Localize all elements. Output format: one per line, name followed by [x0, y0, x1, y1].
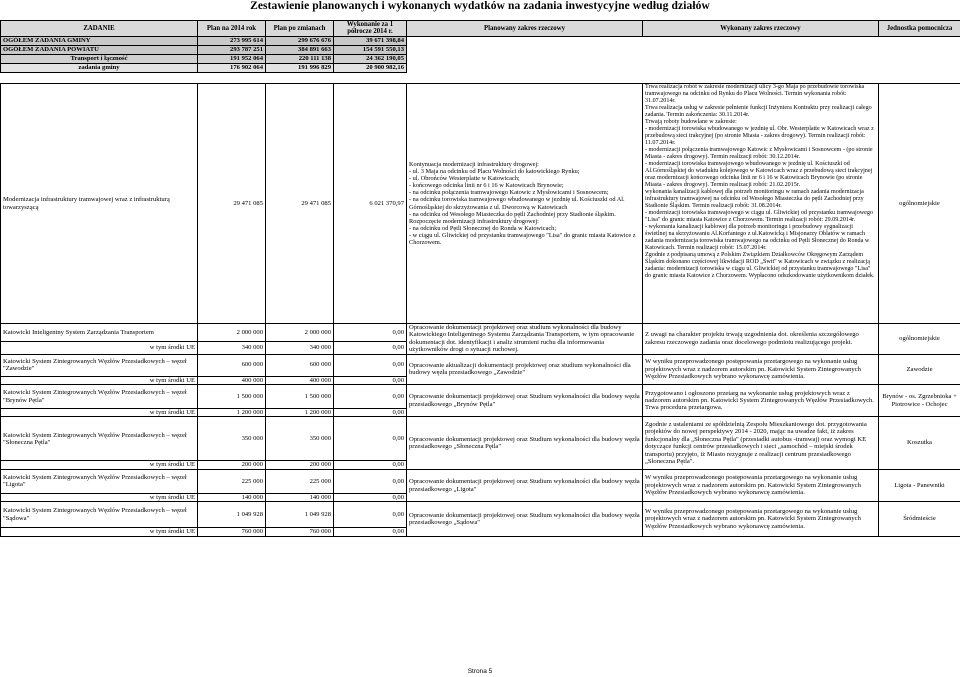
task-plan: 600 000 [198, 354, 266, 376]
page-number: Strona 5 [467, 668, 493, 675]
summary-wyk: 20 900 982,16 [334, 64, 407, 73]
task-wyk: 0,00 [334, 354, 407, 376]
ue-label: w tym środki UE [1, 528, 198, 536]
table-row [1, 469, 960, 493]
ue-plan: 760 000 [198, 528, 266, 536]
summary-row [1, 37, 960, 46]
expenditure-table [0, 20, 960, 537]
summary-row [1, 64, 960, 73]
ue-wyk: 0,00 [334, 409, 407, 417]
task-wykonany: W wyniku przeprowadzonego postępowania przetargowego na wykonanie usług projektowych wraz z nadzorem autorskim pn. Katowicki System Zintegrowanych Węzłów Przesiadkowych wybrano wykonawcę zamówienia. [643, 469, 879, 501]
table-row [1, 502, 960, 528]
task-wyk: 0,00 [334, 385, 407, 409]
task-name: Katowicki System Zintegrowanych Węzłów Przesiadkowych – węzeł "Słoneczna Pętla" [1, 417, 198, 461]
task-planzm: 2 000 000 [266, 324, 334, 342]
page-title: Zestawienie planowanych i wykonanych wydatków na zadania inwestycyjne według działów [250, 0, 710, 12]
task-wykonany: W wyniku przeprowadzonego postępowania przetargowego na wykonanie usług projektowych wraz z nadzorem autorskim pn. Katowicki System Zintegrowanych Węzłów Przesiadkowych wybrano wykonawcę zamówienia. [643, 354, 879, 384]
ue-label: w tym środki UE [1, 376, 198, 384]
task-wykonany: Zgodnie z ustaleniami ze spółdzielnią Zespołu Mieszkaniowego dot. przygotowania projektów do nowej perspektywy 2014 - 2020, mając na uwadze fakt, iż zakres funkcjonalny dla „Słoneczna Pętla" (przesiadki autobus -tramwaj) oraz wymogi KE dotyczące funkcji centrów przesiadkowych i sieci „samochód – miejski środek transportu) przyjęto, iż Miasto rezygnuje z realizacji centrum przesiadkowego „Słoneczna Pętla". [643, 417, 879, 469]
summary-row [1, 46, 960, 55]
ue-plan: 200 000 [198, 461, 266, 469]
task-plan: 29 471 085 [198, 84, 266, 324]
table-row [1, 385, 960, 409]
task-wykonany: Trwa realizacja robót w zakresie modernizacji ulicy 3-go Maja po przebudowie torowiska tramwajowego na odcinku od Rynku do Placu Wolności. Termin wykonania robót: 31.07.2014r. Trwa realizacja usług w zakresie pełnienie funkcji Inżyniera Kontraktu przy realizacji całego zadania. Termin zakończenia: 30.11.2014r. Trwają roboty budowlane w zakresie: - modernizacji torowiska wbudowanego w jezdnię ul. Obr. Westerplatte w Katowicach wraz z przebudową sieci trakcyjnej (po stronie Miasta - zakres drogowy). Termin realizacji robót: 11.07.2014r. - modernizacji połączenia tramwajowego Katowic z Mysłowicami i Sosnowcem - (po stronie Miasta - zakres drogowy). Termin realizacji robót: 30.12.2014r. - modernizacji torowiska tramwajowego wbudowanego w jezdnię ul. Kościuszki od Al.Górnośląskiej do wiaduktu kolejowego w Katowicach wraz z przebudową sieci trakcyjnej oraz modernizacji końcowego odcinka linii nr 6 i 16 w Katowicach Brynowie (po stronie Miasta - zakres drogowy). Termin realizacji robót: 21.02.2015r. wykonania kanalizacji kablowej dla potrzeb monitoringu w ramach zadania modernizacja infrastruktury tramwajowej na odcinku od Wesołego Miasteczka do pętli Zachodniej przy Stadionie Śląskim. Termin realizacji robót: 31.08.2014r. - modernizacji torowiska tramwajowego w ciągu ul. Gliwickiej od przystanku tramwajowego "Lisa" do granic miasta Katowice z Chorzowem. Termin realizacji robót: 29.09.2014r. - wykonania kanalizacji kablowej dla potrzeb monitoringu i przebudowy sygnalizacji świetlnej na skrzyżowaniu Al.Korfantego z ul.Katowicką i Misjonarzy Oblatów w ramach zadania modernizacja torowiska tramwajowego na odcinku od Pętli Słonecznej do Ronda w Katowicach. Termin realizacji robót: 15.07.2014r. Zgodnie z podpisaną umową z Polskim Związkiem Działkowców Okręgowym Zarządem Śląskim dokonano częściowej likwidacji ROD „Świt" w Katowicach w związku z realizacją zadania: modernizacji torowiska w ciągu ul. Gliwickiej od przystanku tramwajowego "Lisa" do granic miasta Katowice z Chorzowem. Wypłacono odszkodowanie użytkownikom działek. [643, 84, 879, 324]
ue-wyk: 0,00 [334, 376, 407, 384]
summary-wyk: 154 591 550,13 [334, 46, 407, 55]
task-jednostka: Brynów - os. Zgrzebnioka + Piotrowice - Ochojec [879, 385, 960, 417]
ue-planzm: 760 000 [266, 528, 334, 536]
task-wykonany: W wyniku przeprowadzonego postępowania przetargowego na wykonanie usług projektowych wraz z nadzorem autorskim pn. Katowicki System Zintegrowanych Węzłów Przesiadkowych wybrano wykonawcę zamówienia. [643, 502, 879, 536]
summary-plan: 176 902 064 [198, 64, 266, 73]
task-jednostka: Zawodzie [879, 354, 960, 384]
task-planowany: Kontynuacja modernizacji infrastruktury drogowej: - ul. 3 Maja na odcinku od Placu Wolności do katowickiego Rynku; - ul. Obrońców Westerplatte w Katowicach; - końcowego odcinka linii nr 6 i 16 w Katowicach Brynowie; - na odcinku połączenia tramwajowego Katowic z Mysłowicami i Sosnowcem; - na odcinku torowiska tramwajowego wbudowanego w jezdnię ul. Kościuszki od Al. Górnośląskiej do skrzyżowania z ul. Dworcową w Katowicach - na odcinku od Wesołego Miasteczka do pętli Zachodniej przy Stadionie śląskim. Rozpoczęcie modernizacji infrastruktury drogowej: - na odcinku od Pętli Słonecznej do Ronda w Katowicach; - w ciągu ul. Gliwickiej od przystanku tramwajowego "Lisa" do granic miasta Katowice z Chorzowem. [407, 84, 643, 324]
ue-planzm: 1 200 000 [266, 409, 334, 417]
task-planzm: 1 049 928 [266, 502, 334, 528]
task-jednostka: Ligota - Panewniki [879, 469, 960, 501]
ue-planzm: 200 000 [266, 461, 334, 469]
task-name: Katowicki System Zintegrowanych Węzłów Przesiadkowych – węzeł "Brynów Pętla" [1, 385, 198, 409]
table-row [1, 417, 960, 461]
header-row [1, 21, 960, 37]
task-plan: 225 000 [198, 469, 266, 493]
header-wykonanie: Wykonanie za 1 półrocze 2014 r. [334, 21, 407, 37]
ue-label: w tym środki UE [1, 409, 198, 417]
summary-plan: 293 787 251 [198, 46, 266, 55]
summary-wyk: 24 362 190,05 [334, 55, 407, 64]
task-planzm: 600 000 [266, 354, 334, 376]
summary-label: OGÓŁEM ZADANIA GMINY [1, 37, 198, 46]
task-plan: 1 049 928 [198, 502, 266, 528]
summary-label: OGÓŁEM ZADANIA POWIATU [1, 46, 198, 55]
task-wyk: 0,00 [334, 417, 407, 461]
task-planowany: Opracowanie dokumentacji projektowej oraz studium wykonalności dla budowy Katowickiego Inteligentnego Systemu Zarządzania Transportem, w tym opracowanie dokumentacji dot. identyfikacji i analiz strumieni ruchu dla informowania użytkowników drogi o sytuacji ruchowej. [407, 324, 643, 355]
task-wyk: 6 021 370,97 [334, 84, 407, 324]
table-row [1, 84, 960, 324]
ue-plan: 1 200 000 [198, 409, 266, 417]
task-planowany: Opracowanie dokumentacji projektowej oraz Studium wykonalności dla budowy węzła przesiadkowego „Brynów Pętla" [407, 385, 643, 417]
task-planzm: 225 000 [266, 469, 334, 493]
ue-plan: 340 000 [198, 342, 266, 355]
header-jednostka: Jednostka pomocnicza [879, 21, 960, 37]
task-planowany: Opracowanie dokumentacji projektowej oraz Studium wykonalności dla budowy węzła przesiadkowego „Słoneczna Pętla" [407, 417, 643, 469]
task-name: Katowicki Inteligentny System Zarządzania Transportem [1, 324, 198, 342]
ue-planzm: 140 000 [266, 493, 334, 501]
header-zadanie: ZADANIE [1, 21, 198, 37]
ue-plan: 140 000 [198, 493, 266, 501]
summary-label: Transport i łączność [1, 55, 198, 64]
task-wyk: 0,00 [334, 324, 407, 342]
task-name: Katowicki System Zintegrowanych Węzłów Przesiadkowych – węzeł "Zawodzie" [1, 354, 198, 376]
ue-label: w tym środki UE [1, 461, 198, 469]
summary-plan: 191 952 064 [198, 55, 266, 64]
task-name: Modernizacja infrastruktury tramwajowej wraz z infrastrukturą towarzyszącą [1, 84, 198, 324]
task-planzm: 1 500 000 [266, 385, 334, 409]
task-wyk: 0,00 [334, 502, 407, 528]
task-plan: 350 000 [198, 417, 266, 461]
summary-plan: 273 995 614 [198, 37, 266, 46]
ue-wyk: 0,00 [334, 493, 407, 501]
header-plan-po-zmianach: Plan po zmianach [266, 21, 334, 37]
task-name: Katowicki System Zintegrowanych Węzłów Przesiadkowych – węzeł "Ligota" [1, 469, 198, 493]
ue-wyk: 0,00 [334, 528, 407, 536]
summary-row [1, 55, 960, 64]
ue-label: w tym środki UE [1, 493, 198, 501]
ue-planzm: 340 000 [266, 342, 334, 355]
summary-label: zadania gminy [1, 64, 198, 73]
task-wyk: 0,00 [334, 469, 407, 493]
task-planzm: 29 471 085 [266, 84, 334, 324]
header-plan: Plan na 2014 rok [198, 21, 266, 37]
task-wykonany: Z uwagi na charakter projektu trwają uzgodnienia dot. określenia szczegółowego zakresu rzeczowego zadania oraz docelowego podmiotu realizującego projekt. [643, 324, 879, 355]
ue-wyk: 0,00 [334, 342, 407, 355]
task-planowany: Opracowanie dokumentacji projektowej oraz Studium wykonalności dla budowy węzła przesiadkowego „Sądowa" [407, 502, 643, 536]
summary-planzm: 299 676 676 [266, 37, 334, 46]
ue-label: w tym środki UE [1, 342, 198, 355]
task-wykonany: Przygotowano i ogłoszono przetarg na wykonanie usług projektowych wraz z nadzorem autorskim pn. Katowicki System Zintegrowanych Węzłów Przesiadkowych. Trwa procedura przetargowa. [643, 385, 879, 417]
task-jednostka: ogólnomiejskie [879, 84, 960, 324]
header-wykonany-zakres: Wykonany zakres rzeczowy [643, 21, 879, 37]
summary-planzm: 191 996 829 [266, 64, 334, 73]
ue-planzm: 400 000 [266, 376, 334, 384]
task-name: Katowicki System Zintegrowanych Węzłów Przesiadkowych – węzeł "Sądowa" [1, 502, 198, 528]
summary-planzm: 220 111 138 [266, 55, 334, 64]
summary-wyk: 39 671 398,84 [334, 37, 407, 46]
task-plan: 1 500 000 [198, 385, 266, 409]
ue-wyk: 0,00 [334, 461, 407, 469]
task-planzm: 350 000 [266, 417, 334, 461]
task-jednostka: Koszutka [879, 417, 960, 469]
table-row [1, 354, 960, 376]
task-planowany: Opracowanie dokumentacji projektowej oraz Studium wykonalności dla budowy węzła przesiadkowego „Ligota" [407, 469, 643, 501]
table-row [1, 324, 960, 342]
ue-plan: 400 000 [198, 376, 266, 384]
task-jednostka: ogólnomiejskie [879, 324, 960, 355]
task-planowany: Opracowanie aktualizacji dokumentacji projektowej oraz studium wykonalności dla budowy węzła przesiadkowego „Zawodzie" [407, 354, 643, 384]
task-jednostka: Śródmieście [879, 502, 960, 536]
header-planowany-zakres: Planowany zakres rzeczowy [407, 21, 643, 37]
task-plan: 2 000 000 [198, 324, 266, 342]
summary-planzm: 384 891 663 [266, 46, 334, 55]
